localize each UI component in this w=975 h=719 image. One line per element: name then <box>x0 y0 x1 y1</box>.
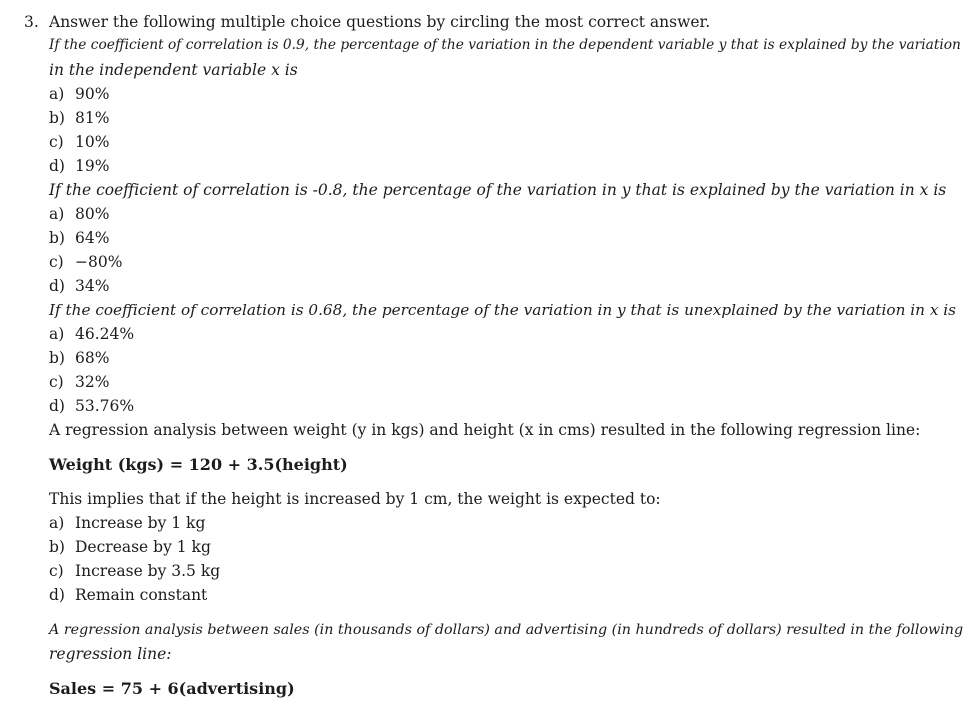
item3-option-c[interactable] <box>49 375 109 391</box>
item3-stem: If the coefficient of correlation is 0.68, the percentage of the variation in y that is unexplained by the variation in x is <box>49 301 956 319</box>
item5-stem-line1: A regression analysis between sales (in thousands of dollars) and advertising (in hundreds of dollars) resulted in the following <box>49 622 964 638</box>
item2-stem: If the coefficient of correlation is -0.8, the percentage of the variation in y that is explained by the variation in x is <box>49 181 947 199</box>
item1-option-b[interactable] <box>49 111 109 127</box>
option-letter: b) <box>49 109 65 127</box>
item4-option-a[interactable] <box>49 516 205 532</box>
item1-option-d[interactable] <box>49 159 109 175</box>
option-text: Increase by 1 kg <box>75 514 206 532</box>
option-letter: b) <box>49 229 65 247</box>
item1-option-a[interactable] <box>49 87 109 103</box>
option-letter: c) <box>49 373 64 391</box>
option-letter: a) <box>49 514 65 532</box>
option-text: Increase by 3.5 kg <box>75 562 221 580</box>
item2-option-d[interactable] <box>49 279 109 295</box>
item2-option-c[interactable] <box>49 255 122 271</box>
item3-option-d[interactable] <box>49 399 134 415</box>
option-text: 68% <box>75 349 110 367</box>
option-text: 10% <box>75 133 110 151</box>
item2-option-a[interactable] <box>49 207 109 223</box>
option-text: 46.24% <box>75 325 135 343</box>
item4-option-b[interactable] <box>49 540 211 556</box>
option-text: 90% <box>75 85 110 103</box>
option-letter: b) <box>49 538 65 556</box>
option-text: 34% <box>75 277 110 295</box>
item3-option-b[interactable] <box>49 351 109 367</box>
item5-equation: Sales = 75 + 6(advertising) <box>49 679 295 698</box>
option-text: Decrease by 1 kg <box>75 538 211 556</box>
option-text: 81% <box>75 109 110 127</box>
item1-option-c[interactable] <box>49 135 109 151</box>
option-letter: a) <box>49 325 65 343</box>
item4-equation: Weight (kgs) = 120 + 3.5(height) <box>49 455 348 474</box>
option-letter: b) <box>49 349 65 367</box>
option-text: 64% <box>75 229 110 247</box>
option-letter: a) <box>49 85 65 103</box>
item4-intro: A regression analysis between weight (y in kgs) and height (x in cms) resulted in the following regression line: <box>49 421 921 439</box>
option-text: 53.76% <box>75 397 135 415</box>
option-text: 19% <box>75 157 110 175</box>
option-text: 32% <box>75 373 110 391</box>
item3-option-a[interactable] <box>49 327 134 343</box>
option-letter: d) <box>49 586 65 604</box>
option-letter: d) <box>49 397 65 415</box>
item4-prompt: This implies that if the height is increased by 1 cm, the weight is expected to: <box>49 490 661 508</box>
option-letter: d) <box>49 277 65 295</box>
question-number: 3. <box>24 13 39 31</box>
option-letter: c) <box>49 562 64 580</box>
option-letter: a) <box>49 205 65 223</box>
item2-option-b[interactable] <box>49 231 109 247</box>
item1-stem-line2: in the independent variable x is <box>49 61 298 79</box>
option-text: −80% <box>75 253 123 271</box>
item1-stem-line1: If the coefficient of correlation is 0.9, the percentage of the variation in the dependent variable y that is explained by the variation <box>49 37 961 53</box>
question-instruction: Answer the following multiple choice questions by circling the most correct answer. <box>49 13 711 31</box>
item4-option-d[interactable] <box>49 588 207 604</box>
item4-option-c[interactable] <box>49 564 220 580</box>
option-text: 80% <box>75 205 110 223</box>
option-text: Remain constant <box>75 586 208 604</box>
item5-stem-line2: regression line: <box>49 645 172 663</box>
option-letter: c) <box>49 133 64 151</box>
option-letter: c) <box>49 253 64 271</box>
option-letter: d) <box>49 157 65 175</box>
